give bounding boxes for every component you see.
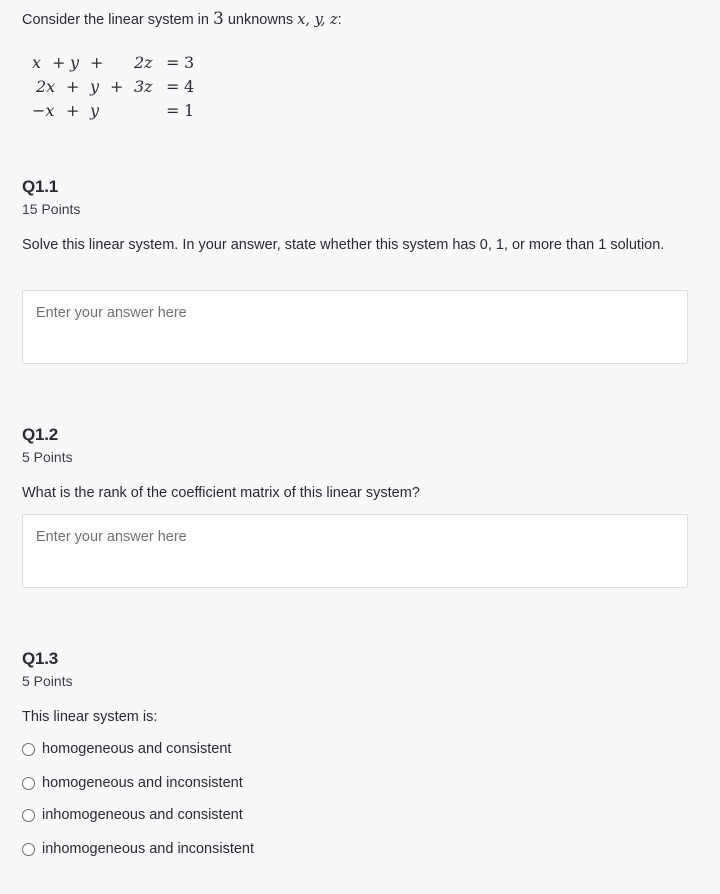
equation-row bbox=[32, 77, 212, 101]
equals-sign: = bbox=[166, 101, 180, 120]
term-3: 3z bbox=[134, 77, 153, 96]
answer-input[interactable] bbox=[23, 291, 687, 363]
term-1: x bbox=[32, 53, 42, 72]
intro-prefix: Consider the linear system in bbox=[22, 12, 213, 28]
radio-button[interactable] bbox=[22, 809, 35, 822]
question-title: Q1.2 bbox=[22, 425, 59, 444]
intro-middle: unknowns bbox=[223, 12, 298, 28]
radio-option[interactable] bbox=[22, 838, 254, 860]
question-points: 5 Points bbox=[22, 673, 73, 689]
rhs-value: 4 bbox=[184, 77, 195, 96]
operator-1: + bbox=[66, 77, 80, 96]
radio-button[interactable] bbox=[22, 843, 35, 856]
unknown-variables: x, y, z bbox=[297, 12, 338, 28]
equals-sign: = bbox=[166, 53, 180, 72]
term-2: y bbox=[90, 77, 100, 96]
answer-input[interactable] bbox=[23, 515, 687, 587]
term-3: 2z bbox=[134, 53, 153, 72]
operator-1: + bbox=[66, 101, 80, 120]
operator-2: + bbox=[110, 77, 124, 96]
term-1: 2x bbox=[36, 77, 56, 96]
answer-box[interactable] bbox=[22, 290, 688, 364]
radio-option[interactable] bbox=[22, 804, 243, 826]
question-text: Solve this linear system. In your answer, state whether this system has 0, 1, or more than 1 solution. bbox=[22, 237, 665, 253]
radio-button[interactable] bbox=[22, 777, 35, 790]
answer-box[interactable] bbox=[22, 514, 688, 588]
question-title: Q1.1 bbox=[22, 177, 59, 196]
radio-option[interactable] bbox=[22, 738, 231, 760]
radio-button[interactable] bbox=[22, 743, 35, 756]
unknown-count: 3 bbox=[213, 9, 224, 29]
option-label: inhomogeneous and inconsistent bbox=[42, 841, 255, 857]
equals-sign: = bbox=[166, 77, 180, 96]
intro-suffix: : bbox=[337, 12, 342, 28]
option-label: inhomogeneous and consistent bbox=[42, 807, 243, 823]
term-2: y bbox=[70, 53, 80, 72]
term-2: y bbox=[90, 101, 100, 120]
question-points: 15 Points bbox=[22, 201, 81, 217]
equation-row bbox=[32, 53, 212, 77]
rhs-value: 3 bbox=[184, 53, 195, 72]
option-label: homogeneous and inconsistent bbox=[42, 775, 243, 791]
equation-row bbox=[32, 101, 212, 125]
rhs-value: 1 bbox=[184, 101, 195, 120]
question-title: Q1.3 bbox=[22, 649, 59, 668]
intro-text bbox=[22, 9, 342, 29]
operator-1: + bbox=[52, 53, 66, 72]
radio-option[interactable] bbox=[22, 772, 243, 794]
term-1: −x bbox=[32, 101, 55, 120]
question-text: What is the rank of the coefficient matrix of this linear system? bbox=[22, 485, 420, 501]
question-points: 5 Points bbox=[22, 449, 73, 465]
operator-2: + bbox=[90, 53, 104, 72]
linear-system bbox=[32, 53, 212, 125]
question-text: This linear system is: bbox=[22, 709, 158, 725]
option-label: homogeneous and consistent bbox=[42, 741, 232, 757]
